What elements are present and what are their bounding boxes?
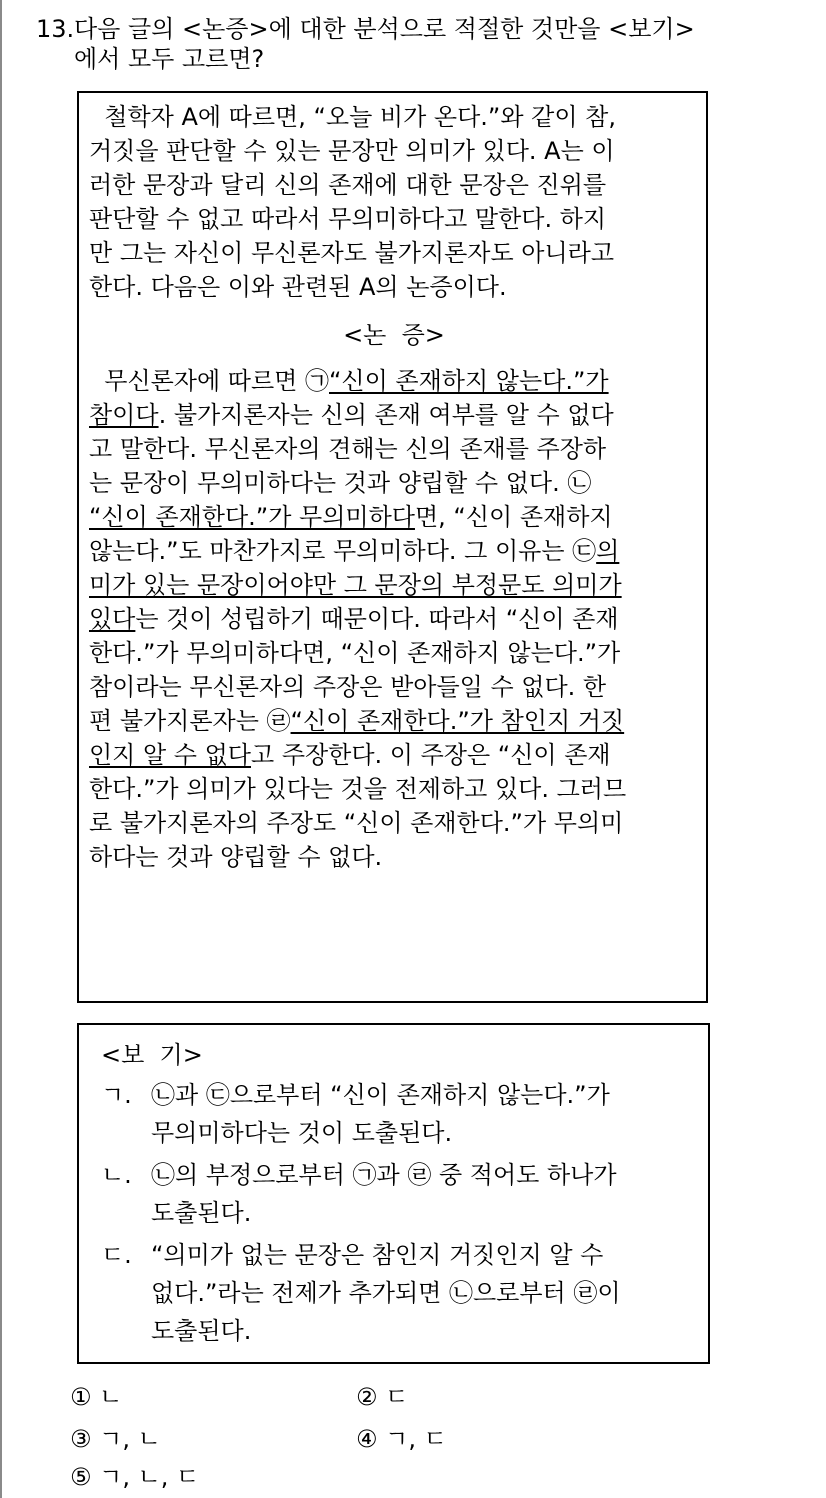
argument-line — [89, 534, 699, 568]
choice-number: ③ — [70, 1425, 92, 1453]
argument-text: 면, “신이 존재하지 — [414, 503, 613, 531]
underlined-claim: “신이 존재한다.”가 무의미하다 — [89, 503, 415, 531]
answer-choice-3[interactable] — [70, 1422, 161, 1456]
underlined-claim: 의 — [596, 537, 620, 565]
passage-line: 만 그는 자신이 무신론자도 불가지론자도 아니라고 — [89, 239, 615, 267]
argument-line — [89, 398, 699, 432]
bogi-item-text: 무의미하다는 것이 도출된다. — [151, 1119, 453, 1147]
bogi-item-marker: ㄱ. — [101, 1081, 132, 1109]
underlined-claim: 있다 — [89, 605, 136, 633]
argument-title: <논 증> — [343, 321, 445, 349]
passage-box — [77, 91, 708, 1003]
argument-line — [89, 364, 699, 398]
bogi-item-marker: ㄷ. — [101, 1241, 132, 1269]
choice-number: ① — [70, 1383, 92, 1411]
argument-line: 고 말한다. 무신론자의 견해는 신의 존재를 주장하 — [89, 435, 607, 463]
answer-choice-2[interactable] — [356, 1380, 408, 1414]
choice-text: ㄱ, ㄴ, ㄷ — [99, 1463, 200, 1491]
passage-line: 러한 문장과 달리 신의 존재에 대한 문장은 진위를 — [89, 171, 607, 199]
question-stem — [36, 14, 796, 74]
bogi-item-text: 없다.”라는 전제가 추가되면 ㉡으로부터 ㉣이 — [151, 1279, 621, 1307]
left-margin-rule — [0, 0, 2, 1498]
answer-choice-4[interactable] — [356, 1422, 447, 1456]
choice-text: ㄱ, ㄷ — [385, 1425, 447, 1453]
argument-text: 편 불가지론자는 ㉣ — [89, 707, 291, 735]
bogi-item-text: 도출된다. — [151, 1199, 252, 1227]
argument-line: 참이라는 무신론자의 주장은 받아들일 수 없다. 한 — [89, 673, 607, 701]
underlined-claim: “신이 존재하지 않는다.”가 — [329, 367, 609, 395]
underlined-claim: 인지 알 수 없다 — [89, 741, 251, 769]
argument-text: 는 것이 성립하기 때문이다. 따라서 “신이 존재 — [135, 605, 619, 633]
argument-text: . 불가지론자는 신의 존재 여부를 알 수 없다 — [158, 401, 614, 429]
argument-line — [89, 602, 699, 636]
argument-line: 는 문장이 무의미하다는 것과 양립할 수 없다. ㉡ — [89, 469, 592, 497]
argument-line — [89, 704, 699, 738]
passage-line: 한다. 다음은 이와 관련된 A의 논증이다. — [89, 273, 507, 301]
bogi-item-text: ㉡의 부정으로부터 ㉠과 ㉣ 중 적어도 하나가 — [151, 1161, 617, 1189]
argument-line: 한다.”가 무의미하다면, “신이 존재하지 않는다.”가 — [89, 639, 621, 667]
question-stem-line-2: 에서 모두 고르면? — [74, 45, 265, 73]
argument-text: 고 주장한다. 이 주장은 “신이 존재 — [251, 741, 611, 769]
choice-number: ④ — [356, 1425, 378, 1453]
argument-text: 무신론자에 따르면 ㉠ — [89, 367, 329, 395]
bogi-item-text: 도출된다. — [151, 1317, 252, 1345]
argument-text: 않는다.”도 마찬가지로 무의미하다. 그 이유는 ㉢ — [89, 537, 597, 565]
argument-line — [89, 500, 699, 534]
bogi-box — [77, 1023, 710, 1364]
argument-line: 로 불가지론자의 주장도 “신이 존재한다.”가 무의미 — [89, 809, 624, 837]
bogi-item-marker: ㄴ. — [101, 1161, 132, 1189]
bogi-item-text: “의미가 없는 문장은 참인지 거짓인지 알 수 — [151, 1241, 604, 1269]
choice-text: ㄴ — [99, 1383, 123, 1411]
bogi-title: <보 기> — [101, 1041, 203, 1069]
argument-line: 하다는 것과 양립할 수 없다. — [89, 843, 383, 871]
question-number: 13. — [36, 15, 75, 43]
passage-line: 철학자 A에 따르면, “오늘 비가 온다.”와 같이 참, — [89, 103, 616, 131]
argument-line: 한다.”가 의미가 있다는 것을 전제하고 있다. 그러므 — [89, 775, 627, 803]
underlined-claim: 미가 있는 문장이어야만 그 문장의 부정문도 의미가 — [89, 571, 622, 599]
question-stem-line-1: 다음 글의 <논증>에 대한 분석으로 적절한 것만을 <보기> — [74, 15, 695, 43]
choice-number: ② — [356, 1383, 378, 1411]
answer-choice-1[interactable] — [70, 1380, 122, 1414]
choice-text: ㄷ — [385, 1383, 409, 1411]
argument-line — [89, 738, 699, 772]
passage-line: 판단할 수 없고 따라서 무의미하다고 말한다. 하지 — [89, 205, 607, 233]
choice-text: ㄱ, ㄴ — [99, 1425, 161, 1453]
underlined-claim: “신이 존재한다.”가 참인지 거짓 — [290, 707, 625, 735]
bogi-item-text: ㉡과 ㉢으로부터 “신이 존재하지 않는다.”가 — [151, 1081, 610, 1109]
answer-choice-5[interactable] — [70, 1460, 199, 1494]
passage-line: 거짓을 판단할 수 있는 문장만 의미가 있다. A는 이 — [89, 137, 615, 165]
underlined-claim: 참이다 — [89, 401, 159, 429]
choice-number: ⑤ — [70, 1463, 92, 1491]
argument-line — [89, 568, 699, 602]
